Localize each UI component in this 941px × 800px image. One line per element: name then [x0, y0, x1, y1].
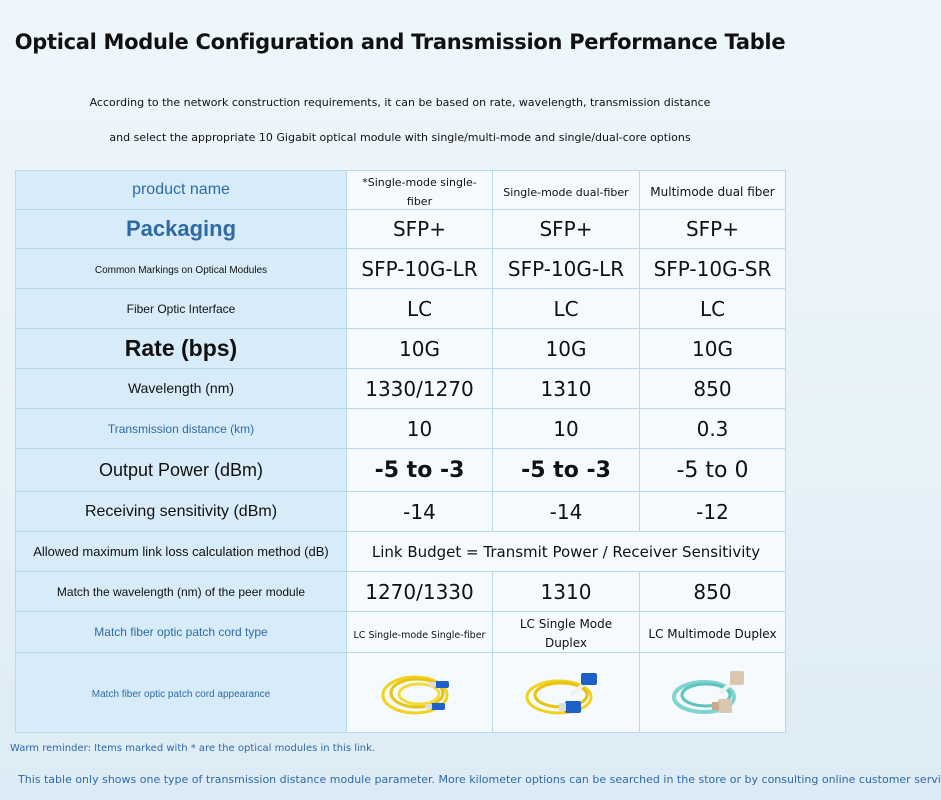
cell-value: 1270/1330 — [347, 572, 493, 612]
cell-value: LC — [493, 289, 640, 329]
cell-value: 10 — [347, 409, 493, 449]
row-label-cord-appearance: Match fiber optic patch cord appearance — [16, 653, 347, 733]
row-label-output-power: Output Power (dBm) — [16, 449, 347, 492]
spec-table — [15, 170, 786, 733]
table-row — [16, 249, 786, 289]
cell-value: SFP-10G-SR — [640, 249, 786, 289]
table-row — [16, 612, 786, 653]
cell-value: SFP-10G-LR — [347, 249, 493, 289]
header-product-name: product name — [16, 171, 347, 210]
table-row — [16, 492, 786, 532]
row-label-peer-wavelength: Match the wavelength (nm) of the peer module — [16, 572, 347, 612]
cell-value: -14 — [493, 492, 640, 532]
header-col2: Single-mode dual-fiber — [493, 171, 640, 210]
page-title: Optical Module Configuration and Transmission Performance Table — [14, 30, 786, 54]
table-row — [16, 409, 786, 449]
cell-merged-value: Link Budget = Transmit Power / Receiver Sensitivity — [347, 532, 786, 572]
cell-value: 10 — [493, 409, 640, 449]
cell-value: 0.3 — [640, 409, 786, 449]
cell-value: LC — [640, 289, 786, 329]
cell-value: -12 — [640, 492, 786, 532]
cell-value: 10G — [493, 329, 640, 369]
row-label-link-loss: Allowed maximum link loss calculation method (dB) — [16, 532, 347, 572]
cell-value: 850 — [640, 572, 786, 612]
cell-value: SFP-10G-LR — [493, 249, 640, 289]
table-row — [16, 210, 786, 249]
row-label-interface: Fiber Optic Interface — [16, 289, 347, 329]
cell-value: 10G — [640, 329, 786, 369]
header-col1: *Single-mode single-fiber — [347, 171, 493, 210]
cell-value: 1330/1270 — [347, 369, 493, 409]
row-label-sensitivity: Receiving sensitivity (dBm) — [16, 492, 347, 532]
cell-image — [640, 653, 786, 733]
cell-value: LC — [347, 289, 493, 329]
table-row — [16, 532, 786, 572]
cell-value: LC Multimode Duplex — [640, 612, 786, 653]
header-col3: Multimode dual fiber — [640, 171, 786, 210]
cell-value: LC Single-mode Single-fiber — [347, 612, 493, 653]
row-label-cord-type: Match fiber optic patch cord type — [16, 612, 347, 653]
cell-value: -5 to -3 — [493, 449, 640, 492]
table-row — [16, 329, 786, 369]
cell-value: 850 — [640, 369, 786, 409]
cell-value: -5 to 0 — [640, 449, 786, 492]
cell-image — [493, 653, 640, 733]
row-label-packaging: Packaging — [16, 210, 347, 249]
table-row — [16, 653, 786, 733]
warm-reminder-note: Warm reminder: Items marked with * are the optical modules in this link. — [10, 743, 376, 754]
cell-value: SFP+ — [347, 210, 493, 249]
table-row-header — [16, 171, 786, 210]
cell-image — [347, 653, 493, 733]
cell-value: 10G — [347, 329, 493, 369]
row-label-markings: Common Markings on Optical Modules — [16, 249, 347, 289]
row-label-wavelength: Wavelength (nm) — [16, 369, 347, 409]
table-row — [16, 369, 786, 409]
cell-value: 1310 — [493, 369, 640, 409]
table-row — [16, 572, 786, 612]
info-note: This table only shows one type of transmission distance module parameter. More kilometer options can be searched in the store or by consulting online customer servi — [18, 773, 941, 786]
intro-line-2: and select the appropriate 10 Gigabit optical module with single/multi-mode and single/dual-core options — [109, 131, 691, 144]
cell-value: 1310 — [493, 572, 640, 612]
aqua-multimode-cable-icon — [668, 663, 758, 723]
cell-value: -5 to -3 — [347, 449, 493, 492]
table-row — [16, 289, 786, 329]
intro-line-1: According to the network construction requirements, it can be based on rate, wavelength, transmission distance — [89, 96, 711, 109]
cell-value: SFP+ — [493, 210, 640, 249]
cell-value: SFP+ — [640, 210, 786, 249]
table-row — [16, 449, 786, 492]
yellow-single-fiber-cable-icon — [375, 663, 465, 723]
cell-value: -14 — [347, 492, 493, 532]
row-label-distance: Transmission distance (km) — [16, 409, 347, 449]
row-label-rate: Rate (bps) — [16, 329, 347, 369]
yellow-duplex-cable-icon — [521, 663, 611, 723]
cell-value: LC Single Mode Duplex — [493, 612, 640, 653]
